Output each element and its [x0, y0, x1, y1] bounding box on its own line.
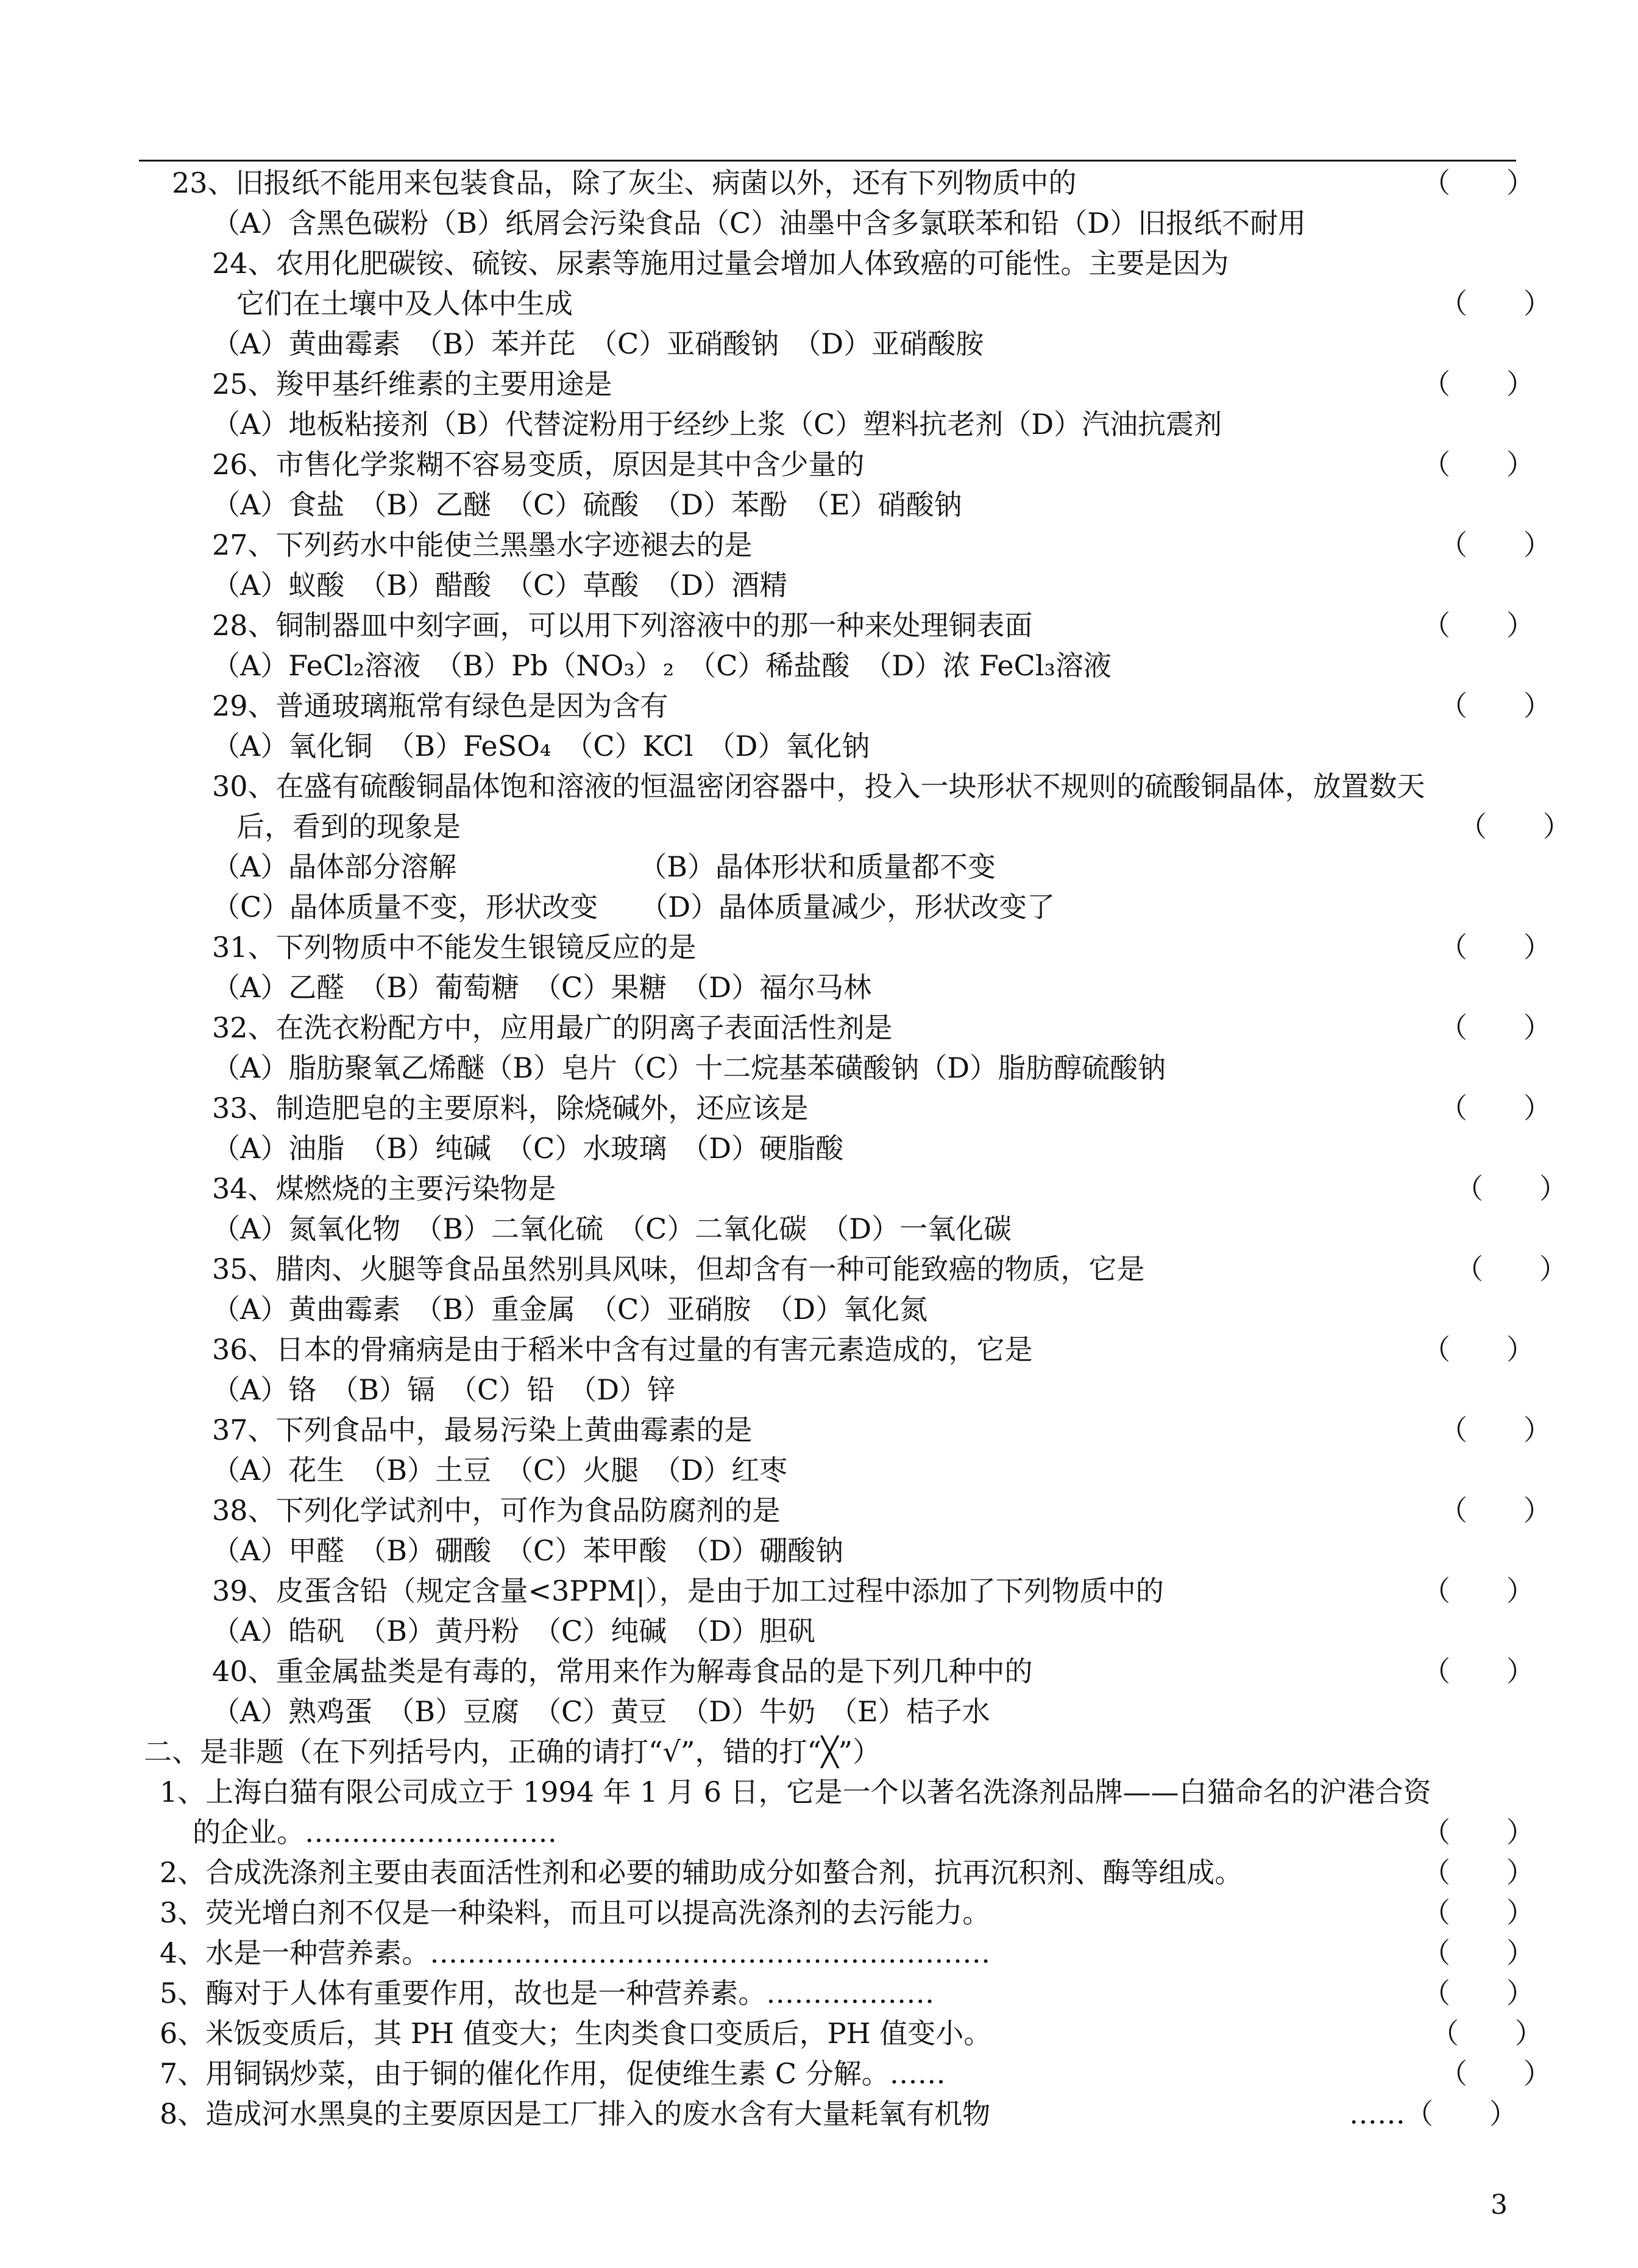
answer-paren-40: （ ） [1422, 1655, 1534, 1688]
page-number: 3 [1491, 2189, 1508, 2220]
question-36: 36、日本的骨痛病是由于稻米中含有过量的有害元素造成的，它是 [212, 1333, 1033, 1366]
options-30-cd: （C）晶体质量不变，形状改变 （D）晶体质量减少，形状改变了 [212, 890, 1055, 923]
answer-paren-23: （ ） [1422, 166, 1534, 199]
options-29: （A）氧化铜 （B）FeSO₄ （C）KCl （D）氧化钠 [212, 730, 870, 763]
question-32: 32、在洗衣粉配方中，应用最广的阴离子表面活性剂是 [212, 1011, 893, 1044]
options-23: （A）含黑色碳粉（B）纸屑会污染食品（C）油墨中含多氯联苯和铅（D）旧报纸不耐用 [212, 207, 1306, 240]
options-37: （A）花生 （B）土豆 （C）火腿 （D）红枣 [212, 1454, 788, 1487]
answer-paren-29: （ ） [1439, 689, 1551, 722]
question-28: 28、铜制器皿中刻字画，可以用下列溶液中的那一种来处理铜表面 [212, 609, 1033, 642]
answer-paren-tf-4: （ ） [1422, 1936, 1534, 1969]
question-40: 40、重金属盐类是有毒的，常用来作为解毒食品的是下列几种中的 [212, 1655, 1033, 1688]
answer-paren-37: （ ） [1439, 1413, 1551, 1446]
answer-paren-36: （ ） [1422, 1333, 1534, 1366]
answer-paren-27: （ ） [1439, 528, 1551, 561]
answer-paren-tf-6: （ ） [1431, 2017, 1543, 2050]
options-33: （A）油脂 （B）纯碱 （C）水玻璃 （D）硬脂酸 [212, 1132, 844, 1165]
answer-paren-28: （ ） [1422, 609, 1534, 642]
question-25: 25、羧甲基纤维素的主要用途是 [212, 368, 612, 400]
options-24: （A）黄曲霉素 （B）苯并芘 （C）亚硝酸钠 （D）亚硝酸胺 [212, 327, 984, 360]
options-38: （A）甲醛 （B）硼酸 （C）苯甲酸 （D）硼酸钠 [212, 1534, 844, 1567]
question-26: 26、市售化学浆糊不容易变质，原因是其中含少量的 [212, 448, 865, 481]
question-31: 31、下列物质中不能发生银镜反应的是 [212, 931, 697, 964]
tf-item-4: 4、水是一种营养素。…………………………………………………… [160, 1936, 991, 1969]
question-27: 27、下列药水中能使兰黑墨水字迹褪去的是 [212, 528, 753, 561]
answer-paren-32: （ ） [1439, 1011, 1551, 1044]
answer-paren-31: （ ） [1439, 931, 1551, 964]
answer-paren-tf-2: （ ） [1422, 1856, 1534, 1889]
answer-paren-tf-3: （ ） [1422, 1896, 1534, 1929]
answer-paren-38: （ ） [1439, 1494, 1551, 1527]
tf-item-1: 1、上海白猫有限公司成立于 1994 年 1 月 6 日，它是一个以著名洗涤剂品牌——白猫命名的沪港合资 [160, 1776, 1431, 1808]
options-35: （A）黄曲霉素 （B）重金属 （C）亚硝胺 （D）氧化氮 [212, 1293, 928, 1326]
options-30-ab: （A）晶体部分溶解 （B）晶体形状和质量都不变 [212, 850, 996, 883]
tf-item-5: 5、酶对于人体有重要作用，故也是一种营养素。……………… [160, 1977, 935, 2010]
tf-item-1-cont: 的企业。……………………… [193, 1816, 557, 1849]
question-38: 38、下列化学试剂中，可作为食品防腐剂的是 [212, 1494, 781, 1527]
options-28: （A）FeCl₂溶液 （B）Pb（NO₃）₂ （C）稀盐酸 （D）浓 FeCl₃溶液 [212, 649, 1112, 682]
question-34: 34、煤燃烧的主要污染物是 [212, 1172, 556, 1205]
header-rule [139, 160, 1516, 162]
options-31: （A）乙醛 （B）葡萄糖 （C）果糖 （D）福尔马林 [212, 971, 872, 1004]
answer-paren-39: （ ） [1422, 1574, 1534, 1607]
answer-paren-tf-5: （ ） [1422, 1977, 1534, 2010]
question-30: 30、在盛有硫酸铜晶体饱和溶液的恒温密闭容器中，投入一块形状不规则的硫酸铜晶体，放置数天 [212, 770, 1425, 803]
section-heading-true-false: 二、是非题（在下列括号内，正确的请打“√”，错的打“╳”） [144, 1735, 881, 1768]
question-29: 29、普通玻璃瓶常有绿色是因为含有 [212, 689, 668, 722]
answer-paren-33: （ ） [1439, 1092, 1551, 1125]
answer-paren-25: （ ） [1422, 368, 1534, 400]
answer-paren-26: （ ） [1422, 448, 1534, 481]
answer-paren-30: （ ） [1459, 810, 1571, 843]
options-39: （A）皓矾 （B）黄丹粉 （C）纯碱 （D）胆矾 [212, 1615, 816, 1648]
tf-item-8: 8、造成河水黑臭的主要原因是工厂排入的废水含有大量耗氧有机物 [160, 2097, 991, 2130]
answer-paren-24: （ ） [1439, 287, 1551, 320]
answer-paren-tf-1: （ ） [1422, 1816, 1534, 1849]
answer-paren-tf-8: ……（ ） [1349, 2097, 1517, 2130]
question-33: 33、制造肥皂的主要原料，除烧碱外，还应该是 [212, 1092, 809, 1125]
options-34: （A）氮氧化物 （B）二氧化硫 （C）二氧化碳 （D）一氧化碳 [212, 1212, 1012, 1245]
answer-paren-35: （ ） [1455, 1253, 1567, 1285]
answer-paren-34: （ ） [1455, 1172, 1567, 1205]
tf-item-6: 6、米饭变质后，其 PH 值变大；生肉类食口变质后，PH 值变小。 [160, 2017, 992, 2050]
tf-item-2: 2、合成洗涤剂主要由表面活性剂和必要的辅助成分如螯合剂，抗再沉积剂、酶等组成。 [160, 1856, 1243, 1889]
question-24-cont: 它们在土壤中及人体中生成 [236, 287, 573, 320]
options-40: （A）熟鸡蛋 （B）豆腐 （C）黄豆 （D）牛奶 （E）桔子水 [212, 1695, 990, 1728]
question-37: 37、下列食品中，最易污染上黄曲霉素的是 [212, 1413, 753, 1446]
question-39: 39、皮蛋含铅（规定含量<3PPM|），是由于加工过程中添加了下列物质中的 [212, 1574, 1164, 1607]
question-23: 23、旧报纸不能用来包装食品，除了灰尘、病菌以外，还有下列物质中的 [172, 166, 1077, 199]
tf-item-3: 3、荧光增白剂不仅是一种染料，而且可以提高洗涤剂的去污能力。 [160, 1896, 991, 1929]
options-36: （A）铬 （B）镉 （C）铅 （D）锌 [212, 1373, 676, 1406]
options-26: （A）食盐 （B）乙醚 （C）硫酸 （D）苯酚 （E）硝酸钠 [212, 488, 962, 521]
options-27: （A）蚁酸 （B）醋酸 （C）草酸 （D）酒精 [212, 569, 788, 602]
tf-item-7: 7、用铜锅炒菜，由于铜的催化作用，促使维生素 C 分解。…… [160, 2057, 946, 2090]
question-35: 35、腊肉、火腿等食品虽然别具风味，但却含有一种可能致癌的物质，它是 [212, 1253, 1145, 1285]
question-30-cont: 后，看到的现象是 [236, 810, 461, 843]
answer-paren-tf-7: （ ） [1439, 2057, 1551, 2090]
options-32: （A）脂肪聚氧乙烯醚（B）皂片（C）十二烷基苯磺酸钠（D）脂肪醇硫酸钠 [212, 1051, 1166, 1084]
options-25: （A）地板粘接剂（B）代替淀粉用于经纱上浆（C）塑料抗老剂（D）汽油抗震剂 [212, 408, 1222, 441]
question-24: 24、农用化肥碳铵、硫铵、尿素等施用过量会增加人体致癌的可能性。主要是因为 [212, 247, 1229, 280]
